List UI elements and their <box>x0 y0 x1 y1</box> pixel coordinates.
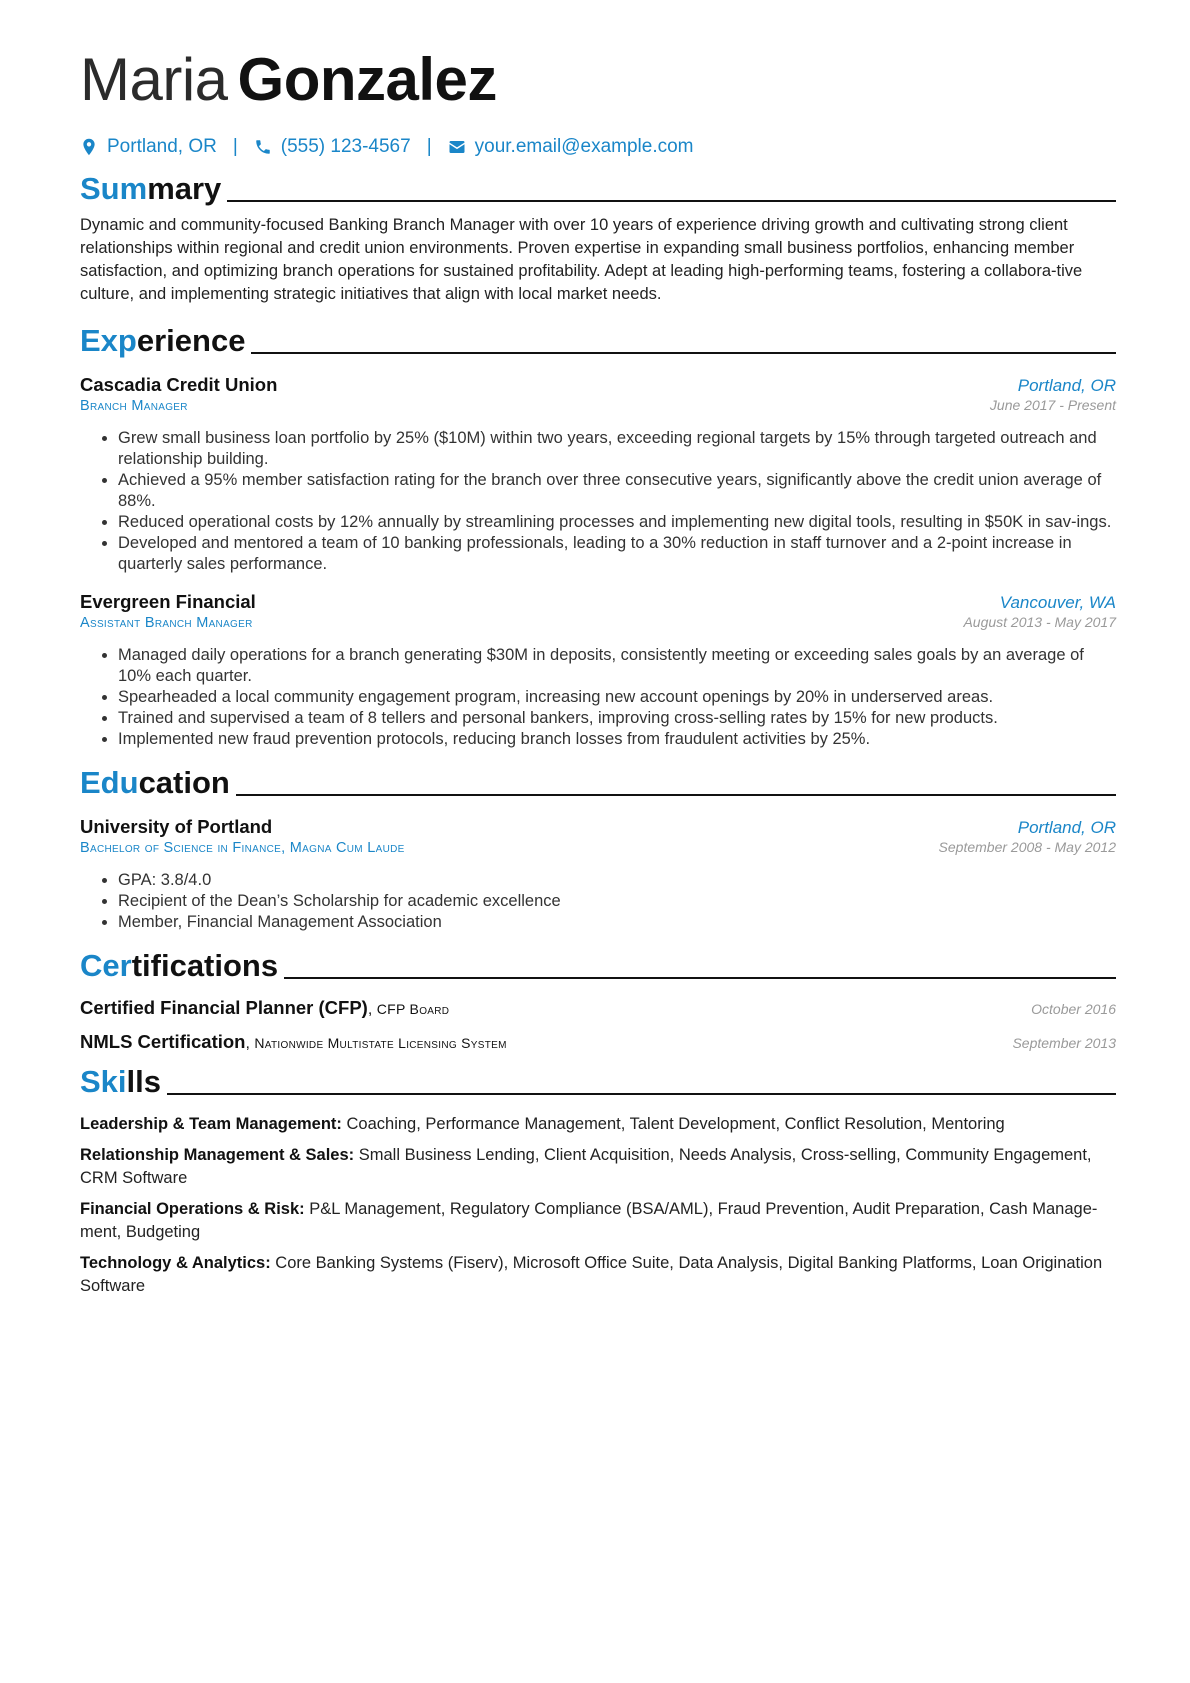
section-divider <box>251 352 1116 354</box>
contact-info <box>80 136 1116 158</box>
job-bullet: • Reduced operational costs by 12% annually by streamlining processes and implementing new digital tools, resulting in $50K in sav-ings. <box>118 512 1116 533</box>
education-heading <box>80 764 1116 802</box>
job-bullet: • Grew small business loan portfolio by 25% ($10M) within two years, exceeding regional targets by 15% through targeted outreach and relationship building. <box>118 428 1116 470</box>
education-title-rest: cation <box>138 765 230 800</box>
school-location: Portland, OR <box>1017 818 1116 837</box>
certification-name: NMLS Certification <box>80 1031 246 1052</box>
job-bullet: • Developed and mentored a team of 10 banking professionals, leading to a 30% reduction in staff turnover and a 2-point increase in quarterly sales performance. <box>118 533 1116 575</box>
job-bullet: • Trained and supervised a team of 8 tellers and personal bankers, improving cross-selling rates by 15% for new products. <box>118 708 1116 729</box>
certifications-title-rest: tifications <box>131 948 279 983</box>
job-dates: August 2013 - May 2017 <box>963 614 1116 630</box>
skill-category: Technology & Analytics: <box>80 1254 271 1272</box>
job-bullet: • Implemented new fraud prevention protocols, reducing branch losses from fraudulent activities by 25%. <box>118 729 1116 750</box>
experience-title-accent: Exp <box>80 323 137 358</box>
envelope-icon <box>448 138 466 156</box>
education-bullet: • GPA: 3.8/4.0 <box>118 870 1116 891</box>
skill-group <box>80 1113 1116 1136</box>
job-org: Cascadia Credit Union <box>80 374 278 395</box>
job-org: Evergreen Financial <box>80 591 256 612</box>
job-location: Vancouver, WA <box>999 593 1116 612</box>
section-divider <box>167 1093 1116 1095</box>
certification-issuer: CFP Board <box>376 1001 450 1017</box>
summary-title-accent: Sum <box>80 171 148 206</box>
job-dates: June 2017 - Present <box>989 397 1116 413</box>
education-bullet: • Recipient of the Dean’s Scholarship for academic excellence <box>118 891 1116 912</box>
skill-category: Financial Operations & Risk: <box>80 1200 305 1218</box>
school-name: University of Portland <box>80 816 273 837</box>
job-role: Assistant Branch Manager <box>80 615 253 631</box>
contact-separator: | <box>232 136 238 157</box>
summary-heading <box>80 170 1116 208</box>
phone-icon <box>254 138 272 156</box>
section-divider <box>284 977 1116 979</box>
phone-item[interactable] <box>254 136 411 158</box>
certification-entry: Certified Financial Planner (CFP), CFP Board October 2016 <box>80 997 1116 1018</box>
certifications-title-accent: Cer <box>80 948 132 983</box>
location-text: Portland, OR <box>107 136 217 157</box>
location-item <box>80 136 217 158</box>
skill-group <box>80 1198 1116 1244</box>
skill-group <box>80 1144 1116 1190</box>
job-bullets <box>80 645 1116 750</box>
section-divider <box>227 200 1116 202</box>
job-entry <box>80 591 1116 750</box>
email-item[interactable] <box>448 136 694 158</box>
skills-heading <box>80 1063 1116 1101</box>
skill-category: Leadership & Team Management: <box>80 1115 342 1133</box>
summary-text: Dynamic and community-focused Banking Branch Manager with over 10 years of experience driving growth and cultivating strong client relationships within regional and credit union environments. Proven expertise in expanding small business portfolios, enhancing member satisfaction, and optimizing branch operations for sustained profitability. Adept at leading high-performing teams, fostering a collabora-tive culture, and implementing strategic initiatives that align with local market needs. <box>80 216 1083 303</box>
skill-items: Coaching, Performance Management, Talent Development, Conflict Resolution, Mentoring <box>346 1115 1005 1133</box>
certification-date: September 2013 <box>1012 1035 1116 1051</box>
job-bullet: • Achieved a 95% member satisfaction rating for the branch over three consecutive years, significantly above the credit union average of 88%. <box>118 470 1116 512</box>
phone-text: (555) 123-4567 <box>280 136 411 157</box>
last-name: Gonzalez <box>237 46 497 113</box>
first-name: Maria <box>80 46 228 113</box>
education-dates: September 2008 - May 2012 <box>938 839 1116 855</box>
education-bullet: • Member, Financial Management Association <box>118 912 1116 933</box>
email-text: your.email@example.com <box>474 136 694 157</box>
candidate-name <box>80 40 1116 120</box>
contact-separator: | <box>426 136 432 157</box>
skill-group <box>80 1252 1116 1298</box>
job-bullets <box>80 428 1116 575</box>
certification-issuer: Nationwide Multistate Licensing System <box>254 1035 507 1051</box>
section-divider <box>236 794 1116 796</box>
degree: Bachelor of Science in Finance, Magna Cum Laude <box>80 840 405 856</box>
summary-title-rest: mary <box>147 171 222 206</box>
skill-items: Core Banking Systems (Fiserv), Microsoft Office Suite, Data Analysis, Digital Banking Platforms, Loan Origination Software <box>80 1254 1103 1295</box>
skill-category: Relationship Management & Sales: <box>80 1146 355 1164</box>
skills-title-accent: Ski <box>80 1064 127 1099</box>
certification-date: October 2016 <box>1031 1001 1116 1017</box>
job-location: Portland, OR <box>1017 376 1116 395</box>
map-pin-icon <box>80 138 98 156</box>
education-entry <box>80 816 1116 933</box>
experience-heading <box>80 322 1116 360</box>
certification-name: Certified Financial Planner (CFP) <box>80 997 368 1018</box>
skills-title-rest: lls <box>126 1064 161 1099</box>
job-bullet: • Managed daily operations for a branch generating $30M in deposits, consistently meeting or exceeding sales goals by an average of 10% each quarter. <box>118 645 1116 687</box>
education-title-accent: Edu <box>80 765 139 800</box>
job-bullet: • Spearheaded a local community engagement program, increasing new account openings by 20% in underserved areas. <box>118 687 1116 708</box>
job-role: Branch Manager <box>80 398 188 414</box>
job-entry <box>80 374 1116 575</box>
certifications-heading <box>80 947 1116 985</box>
skill-items: P&L Management, Regulatory Compliance (BSA/AML), Fraud Prevention, Audit Preparation, Cash Manage-ment, Budgeting <box>80 1200 1098 1241</box>
education-bullets <box>80 870 1116 933</box>
certification-entry: NMLS Certification, Nationwide Multistate Licensing System September 2013 <box>80 1031 1116 1052</box>
experience-title-rest: erience <box>136 323 246 358</box>
skill-items: Small Business Lending, Client Acquisition, Needs Analysis, Cross-selling, Community Engagement, CRM Software <box>80 1146 1092 1187</box>
